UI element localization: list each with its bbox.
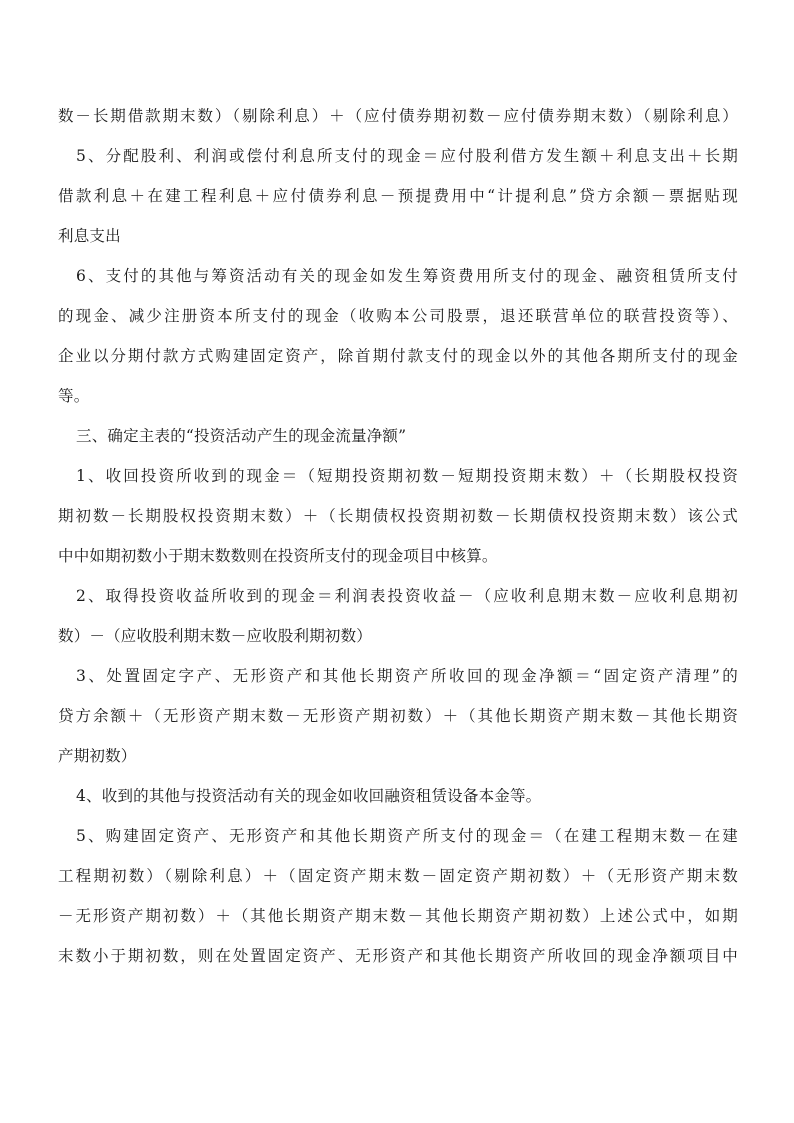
text-line: 贷方余额＋（无形资产期末数－无形资产期初数）＋（其他长期资产期末数－其他长期资 — [58, 707, 738, 725]
section-heading: 三、确定主表的“投资活动产生的现金流量净额” — [76, 427, 407, 445]
paragraph-end-line: 等。 — [58, 387, 90, 405]
text-line: 末数小于期初数，则在处置固定资产、无形资产和其他长期资产所收回的现金净额项目中 — [58, 947, 738, 965]
paragraph-start-line: 1、收回投资所收到的现金＝（短期投资期初数－短期投资期末数）＋（长期股权投资 — [76, 467, 738, 485]
paragraph-end-line: 产期初数） — [58, 747, 137, 765]
paragraph-end-line: 中中如期初数小于期末数数则在投资所支付的现金项目中核算。 — [58, 547, 498, 565]
text-line: 的现金、减少注册资本所支付的现金（收购本公司股票，退还联营单位的联营投资等）、 — [58, 307, 738, 325]
paragraph-start-line: 5、购建固定资产、无形资产和其他长期资产所支付的现金＝（在建工程期末数－在建 — [76, 827, 738, 845]
paragraph-single-line: 4、收到的其他与投资活动有关的现金如收回融资租赁设备本金等。 — [76, 787, 542, 805]
text-line: 工程期初数）（剔除利息）＋（固定资产期末数－固定资产期初数）＋（无形资产期末数 — [58, 867, 738, 885]
paragraph-start-line: 2、取得投资收益所收到的现金＝利润表投资收益－（应收利息期末数－应收利息期初 — [76, 587, 738, 605]
paragraph-start-line: 3、处置固定字产、无形资产和其他长期资产所收回的现金净额＝“固定资产清理”的 — [76, 667, 738, 685]
paragraph-end-line: 数）－（应收股利期末数－应收股利期初数） — [58, 627, 373, 645]
text-line: 借款利息＋在建工程利息＋应付债券利息－预提费用中“计提利息”贷方余额－票据贴现 — [58, 187, 738, 205]
paragraph-start-line: 6、支付的其他与筹资活动有关的现金如发生筹资费用所支付的现金、融资租赁所支付 — [76, 267, 738, 285]
text-line: －无形资产期初数）＋（其他长期资产期末数－其他长期资产期初数）上述公式中，如期 — [58, 907, 738, 925]
text-line: 企业以分期付款方式购建固定资产，除首期付款支付的现金以外的其他各期所支付的现金 — [58, 347, 738, 365]
paragraph-start-line: 5、分配股利、利润或偿付利息所支付的现金＝应付股利借方发生额＋利息支出＋长期 — [76, 147, 738, 165]
text-line: 数－长期借款期末数）（剔除利息）＋（应付债券期初数－应付债券期末数）（剔除利息） — [58, 107, 738, 125]
paragraph-end-line: 利息支出 — [58, 227, 121, 245]
document-body — [58, 100, 738, 980]
text-line: 期初数－长期股权投资期末数）＋（长期债权投资期初数－长期债权投资期末数）该公式 — [58, 507, 738, 525]
